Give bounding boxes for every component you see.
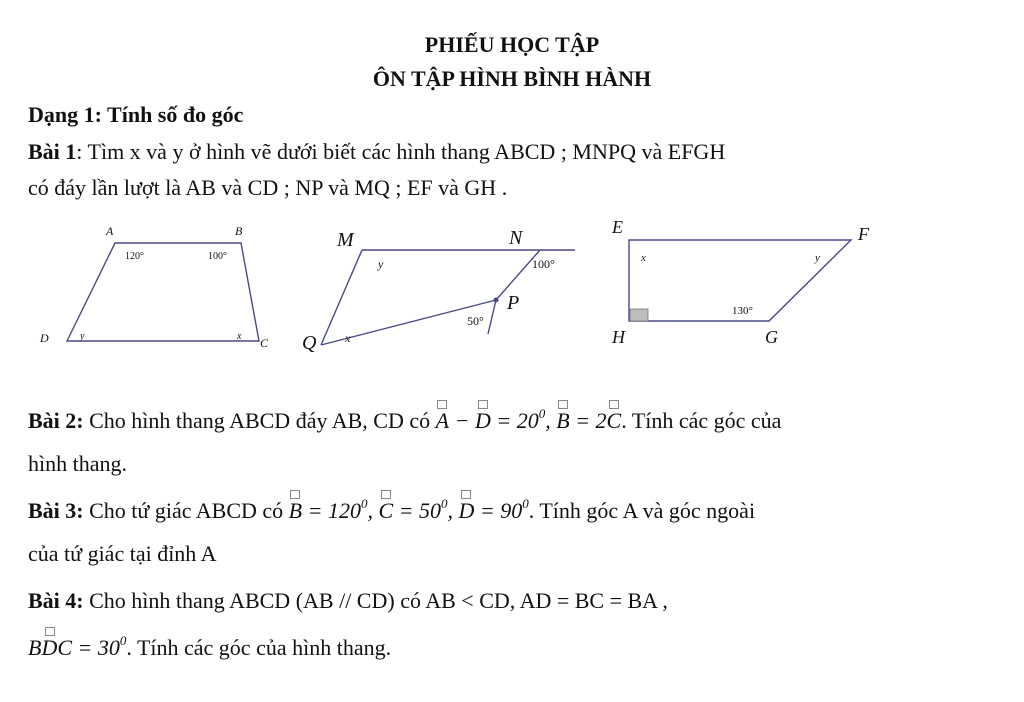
- label-A: A: [106, 224, 114, 238]
- bai3-text-a: Cho tứ giác ABCD có: [89, 498, 284, 523]
- angle-A-value: 120°: [125, 251, 144, 262]
- bai3-text-b: . Tính góc A và góc ngoài: [528, 498, 756, 523]
- label-D: D: [40, 331, 49, 345]
- bai4-text-b: . Tính các góc của hình thang.: [126, 635, 392, 660]
- bai4-text-a: Cho hình thang ABCD (AB // CD) có AB < CD, AD = BC = BA ,: [89, 588, 668, 613]
- worksheet-title: PHIẾU HỌC TẬP: [424, 32, 600, 57]
- angle-C-x: x: [237, 331, 242, 342]
- label-B: B: [235, 224, 243, 238]
- label-M: M: [337, 229, 354, 251]
- bai3-line2: của tứ giác tại đỉnh A: [28, 541, 217, 566]
- angle-D-y: y: [80, 331, 85, 342]
- bai1-text: : Tìm x và y ở hình vẽ dưới biết các hình thang ABCD ; MNPQ và EFGH: [76, 139, 726, 164]
- angle-Q-x: x: [345, 331, 351, 345]
- bai3-label: Bài 3:: [28, 498, 84, 523]
- angle-N-value: 100°: [532, 257, 555, 271]
- line-mq: [321, 250, 362, 345]
- bai2-formula: $A - D = 20^0$, B = 2C: [435, 406, 622, 433]
- angle-C-symbol: C: [606, 408, 622, 433]
- worksheet-subtitle: ÔN TẬP HÌNH BÌNH HÀNH: [372, 66, 652, 91]
- bai4-line2: [28, 633, 392, 660]
- angle-B-symbol: B: [556, 408, 570, 433]
- bai4-label: Bài 4:: [28, 588, 84, 613]
- bai4-line1: [28, 590, 668, 612]
- label-Q: Q: [302, 332, 317, 354]
- bai3-line1: [28, 496, 756, 523]
- right-angle-mark: [630, 309, 648, 321]
- bai2-label: Bài 2:: [28, 408, 84, 433]
- angle-P-value: 50°: [467, 314, 484, 328]
- angle-E-x: x: [641, 252, 646, 264]
- angle-BDC-symbol: BDC: [28, 635, 72, 660]
- angle-G-value: 130°: [732, 305, 753, 317]
- trapezoid-abcd-shape: [67, 243, 259, 341]
- point-p: [494, 298, 499, 303]
- angle-B-value: 100°: [208, 251, 227, 262]
- bai2-text-b: . Tính các góc của: [621, 408, 782, 433]
- bai2-text-a: Cho hình thang ABCD đáy AB, CD có: [89, 408, 431, 433]
- bai3-formula: $B = 120^0$, $C = 50^0$, $D = 90^0$: [288, 496, 529, 523]
- bai4-formula: BDC = $30^0$: [28, 633, 127, 660]
- bai1-line2: có đáy lần lượt là AB và CD ; NP và MQ ; EF và GH .: [28, 175, 508, 200]
- label-G: G: [765, 327, 778, 347]
- figure-trapezoid-abcd: [67, 243, 259, 341]
- line-p-ext: [488, 300, 496, 334]
- label-H: H: [612, 327, 625, 347]
- angle-D-symbol: D: [474, 408, 491, 433]
- angle-A-symbol: A: [435, 408, 450, 433]
- bai1-label: Bài 1: [28, 139, 77, 164]
- label-F: F: [858, 224, 869, 244]
- label-C: C: [260, 336, 269, 350]
- section-title: Dạng 1: Tính số đo góc: [28, 102, 244, 127]
- label-P: P: [507, 292, 520, 314]
- label-N: N: [509, 227, 523, 249]
- angle-F-y: y: [815, 252, 820, 264]
- bai2-line1: [28, 406, 782, 433]
- label-E: E: [612, 217, 623, 237]
- bai2-line2: hình thang.: [28, 451, 127, 476]
- angle-M-y: y: [378, 257, 384, 271]
